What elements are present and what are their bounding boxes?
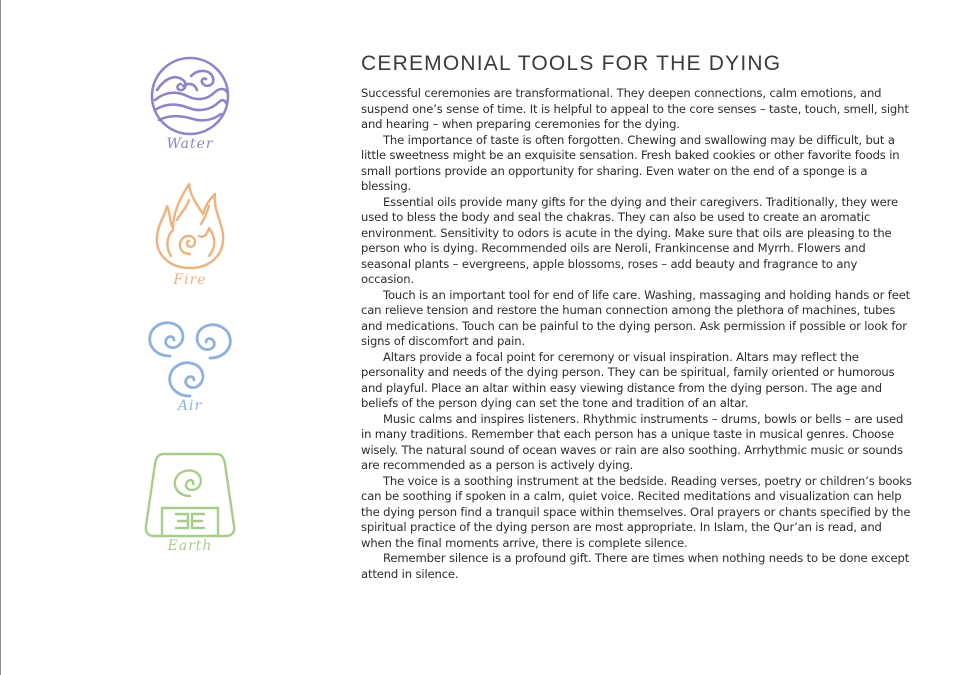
page-title: CEREMONIAL TOOLS FOR THE DYING: [361, 52, 782, 75]
earth-trapezoid-icon: [142, 450, 238, 538]
paragraph-smell: Essential oils provide many gifts for the dying and their caregivers. Traditionally, they were used to bless the body and seal the chakras. They can also be used to create an aromatic environment. Sensitivity to odors is acute in the dying. Make sure that oils are pleasing to the person who is dying. Recommended oils are Neroli, Frankincense and Myrrh. Flowers and seasonal plants – evergreens, apple blossoms, roses – add beauty and fragrance to any occasion.: [361, 194, 898, 286]
element-label-earth: Earth: [167, 538, 213, 554]
air-spirals-icon: [142, 318, 238, 398]
paragraph-intro: Successful ceremonies are transformational. They deepen connections, calm emotions, and suspend one’s sense of time. It is helpful to appeal to the core senses – taste, touch, smell, sight and hearing – when preparing ceremonies for the dying.: [361, 86, 909, 131]
paragraph-voice: The voice is a soothing instrument at the bedside. Reading verses, poetry or children’s books can be soothing if spoken in a calm, quiet voice. Recited meditations and visualization can help the dying person find a tranquil space within themselves. Oral prayers or chants specified by the spiritual practice of the dying person are most appropriate. In Islam, the Qur’an is read, and when the final moments arrive, there is complete silence.: [361, 473, 912, 550]
element-label-fire: Fire: [173, 272, 207, 288]
element-air: [140, 318, 240, 414]
paragraph-taste: The importance of taste is often forgotten. Chewing and swallowing may be difficult, but a little sweetness might be an exquisite sensation. Fresh baked cookies or other favorite foods in small portions provide an opportunity for sharing. Even water on the end of a sponge is a blessing.: [361, 132, 900, 193]
article: [361, 50, 913, 582]
element-earth: [140, 450, 240, 554]
paragraph-altars: Altars provide a focal point for ceremony or visual inspiration. Altars may reflect the personality and needs of the dying person. They can be spiritual, family oriented or humorous and playful. Place an altar within easy viewing distance from the dying person. The age and beliefs of the person dying can set the tone and tradition of an altar.: [361, 349, 895, 410]
fire-flame-icon: [147, 180, 233, 272]
element-water: [145, 56, 235, 152]
paragraph-touch: Touch is an important tool for end of life care. Washing, massaging and holding hands or feet can relieve tension and restore the human connection among the plethora of machines, tubes and medications. Touch can be painful to the dying person. Ask permission if possible or look for signs of discomfort and pain.: [361, 287, 911, 348]
element-label-air: Air: [177, 398, 203, 414]
paragraph-music: Music calms and inspires listeners. Rhythmic instruments – drums, bowls or bells – are used in many traditions. Remember that each person has a unique taste in musical genres. Choose wisely. The natural sound of ocean waves or rain are also soothing. Arrhythmic music or sounds are recommended as a person is actively dying.: [361, 411, 904, 472]
water-wave-circle-icon: [147, 56, 233, 136]
element-label-water: Water: [166, 136, 214, 152]
paragraph-silence: Remember silence is a profound gift. There are times when nothing needs to be done except attend in silence.: [361, 551, 910, 581]
element-fire: [145, 180, 235, 288]
page-edge-divider: [0, 0, 1, 675]
